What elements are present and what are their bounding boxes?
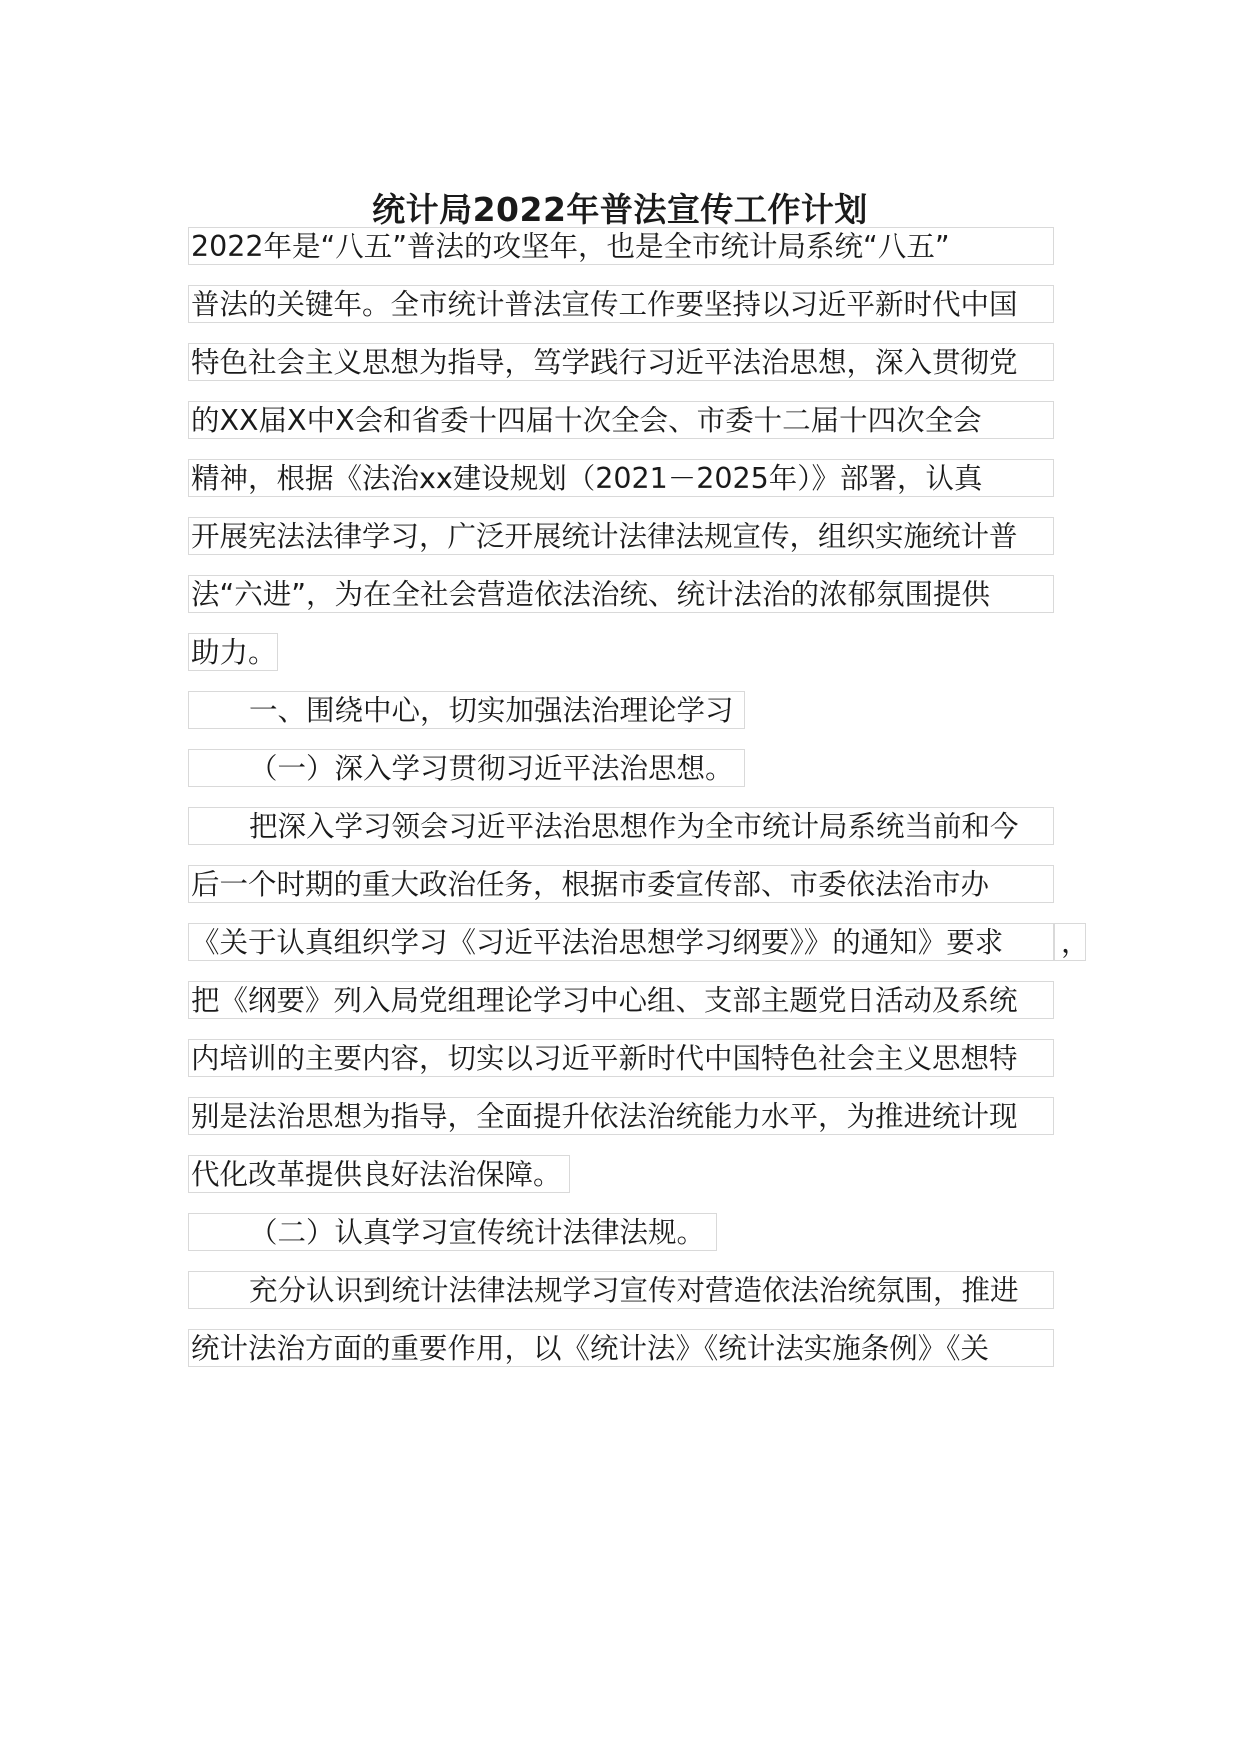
paragraph-line: 内培训的主要内容，切实以习近平新时代中国特色社会主义思想特 <box>188 1039 1054 1077</box>
paragraph-line: 特色社会主义思想为指导，笃学践行习近平法治思想，深入贯彻党 <box>188 343 1054 381</box>
paragraph-line: 代化改革提供良好法治保障。 <box>188 1155 570 1193</box>
paragraph-line: 法“六进”，为在全社会营造依法治统、统计法治的浓郁氛围提供 <box>188 575 1054 613</box>
section-heading: 一、围绕中心，切实加强法治理论学习 <box>188 691 745 729</box>
paragraph-line: 后一个时期的重大政治任务，根据市委宣传部、市委依法治市办 <box>188 865 1054 903</box>
paragraph-line: 的XX届X中X会和省委十四届十次全会、市委十二届十四次全会 <box>188 401 1054 439</box>
paragraph-line: 普法的关键年。全市统计普法宣传工作要坚持以习近平新时代中国 <box>188 285 1054 323</box>
paragraph-line: 《关于认真组织学习《习近平法治思想学习纲要》》的通知》要求 <box>188 923 1054 961</box>
paragraph-line: 开展宪法法律学习，广泛开展统计法律法规宣传，组织实施统计普 <box>188 517 1054 555</box>
paragraph-line: 把《纲要》列入局党组理论学习中心组、支部主题党日活动及系统 <box>188 981 1054 1019</box>
paragraph-line: 充分认识到统计法律法规学习宣传对营造依法治统氛围，推进 <box>188 1271 1054 1309</box>
paragraph-line: 别是法治思想为指导，全面提升依法治统能力水平，为推进统计现 <box>188 1097 1054 1135</box>
paragraph-line: 2022年是“八五”普法的攻坚年，也是全市统计局系统“八五” <box>188 227 1054 265</box>
overflow-punctuation: ， <box>1054 923 1086 961</box>
paragraph-line: 精神，根据《法治xx建设规划（2021－2025年）》部署，认真 <box>188 459 1054 497</box>
paragraph-line: 统计法治方面的重要作用，以《统计法》《统计法实施条例》《关 <box>188 1329 1054 1367</box>
subsection-heading: （一）深入学习贯彻习近平法治思想。 <box>188 749 745 787</box>
paragraph-line: 助力。 <box>188 633 278 671</box>
subsection-heading: （二）认真学习宣传统计法律法规。 <box>188 1213 717 1251</box>
document-title: 统计局2022年普法宣传工作计划 <box>372 190 868 229</box>
paragraph-line: 把深入学习领会习近平法治思想作为全市统计局系统当前和今 <box>188 807 1054 845</box>
